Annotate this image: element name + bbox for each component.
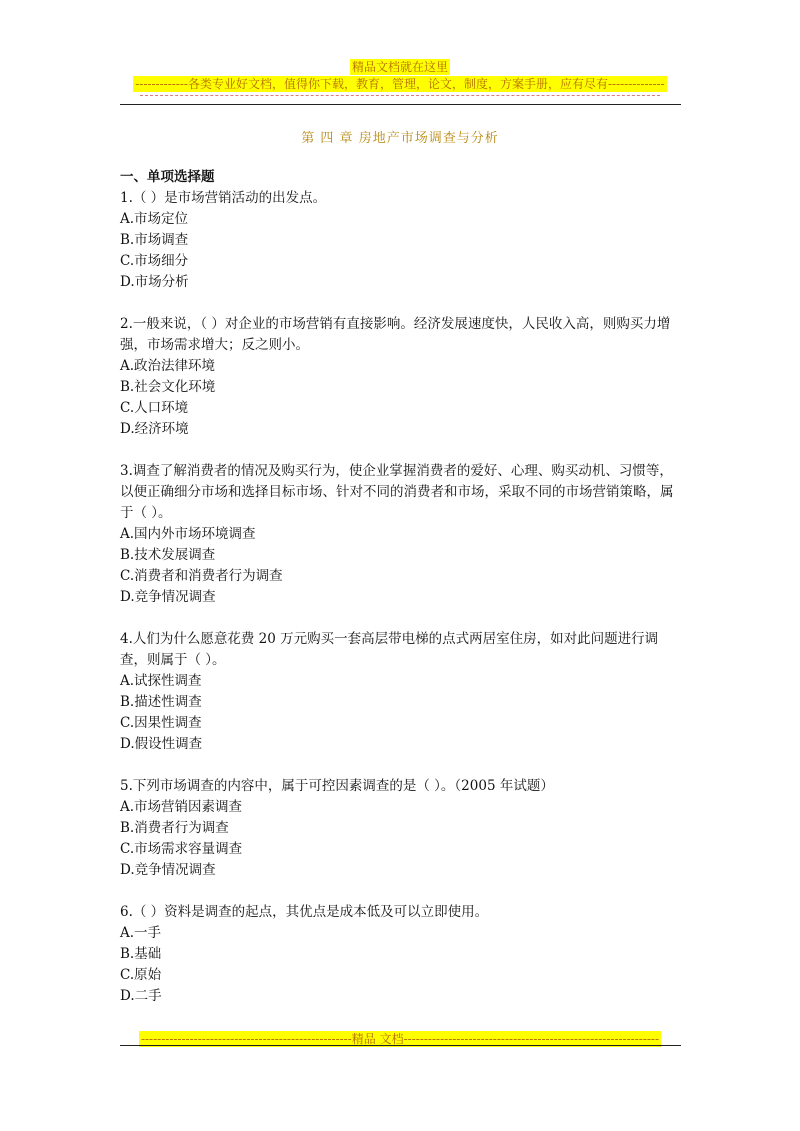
option-d: D.假设性调查 xyxy=(120,736,203,752)
option-b: B.消费者行为调查 xyxy=(120,820,229,836)
question-text: 2.一般来说，（ ）对企业的市场营销有直接影响。经济发展速度快，人民收入高，则购买力增强，市场需求增大；反之则小。 xyxy=(120,316,671,353)
option-d: D.竞争情况调查 xyxy=(120,862,216,878)
option-b: B.描述性调查 xyxy=(120,694,202,710)
question-text: 3.调查了解消费者的情况及购买行为，使企业掌握消费者的爱好、心理、购买动机、习惯等，以便正确细分市场和选择目标市场、针对不同的消费者和市场，采取不同的市场营销策略，属于（ ）。 xyxy=(120,463,674,521)
option-a: A.市场定位 xyxy=(120,211,189,227)
header-line-2 xyxy=(0,73,800,92)
question-text: 6.（ ）资料是调查的起点，其优点是成本低及可以立即使用。 xyxy=(120,904,489,920)
option-a: A.国内外市场环境调查 xyxy=(120,526,256,542)
question-5 xyxy=(120,776,682,881)
question-text: 5.下列市场调查的内容中，属于可控因素调查的是（ ）。（2005 年试题） xyxy=(120,778,554,794)
footer-rule xyxy=(120,1045,681,1046)
header-dashed-divider xyxy=(140,95,660,96)
chapter-title: 第 四 章 房地产市场调查与分析 xyxy=(301,131,499,146)
option-d: D.经济环境 xyxy=(120,421,189,437)
option-d: D.二手 xyxy=(120,988,162,1004)
option-b: B.基础 xyxy=(120,946,162,962)
document-body xyxy=(120,167,682,1028)
question-1 xyxy=(120,188,682,293)
option-c: C.人口环境 xyxy=(120,400,189,416)
header-slogan: -------------各类专业好文档，值得你下载，教育，管理，论文，制度，方案手册，应有尽有-------------- xyxy=(135,77,665,91)
question-text: 1.（ ）是市场营销活动的出发点。 xyxy=(120,190,327,206)
option-a: A.市场营销因素调查 xyxy=(120,799,243,815)
option-b: B.社会文化环境 xyxy=(120,379,216,395)
option-b: B.市场调查 xyxy=(120,232,189,248)
option-d: D.竞争情况调查 xyxy=(120,589,216,605)
option-a: A.政治法律环境 xyxy=(120,358,216,374)
option-a: A.一手 xyxy=(120,925,162,941)
header-title: 精品文档就在这里 xyxy=(351,60,448,74)
option-b: B.技术发展调查 xyxy=(120,547,216,563)
header-rule xyxy=(120,104,681,105)
option-d: D.市场分析 xyxy=(120,274,189,290)
option-c: C.市场需求容量调查 xyxy=(120,841,243,857)
question-3 xyxy=(120,461,682,608)
option-c: C.因果性调查 xyxy=(120,715,202,731)
option-a: A.试探性调查 xyxy=(120,673,202,689)
question-4 xyxy=(120,629,682,755)
question-6 xyxy=(120,902,682,1007)
section-title: 一、单项选择题 xyxy=(120,169,215,185)
question-2 xyxy=(120,314,682,440)
option-c: C.消费者和消费者行为调查 xyxy=(120,568,283,584)
option-c: C.原始 xyxy=(120,967,162,983)
footer-text: ----------------------------------------------------精品 文档--------------------------------------------------------------- xyxy=(140,1032,660,1046)
question-text: 4.人们为什么愿意花费 20 万元购买一套高层带电梯的点式两居室住房，如对此问题进行调查，则属于（ ）。 xyxy=(120,631,659,668)
option-c: C.市场细分 xyxy=(120,253,189,269)
